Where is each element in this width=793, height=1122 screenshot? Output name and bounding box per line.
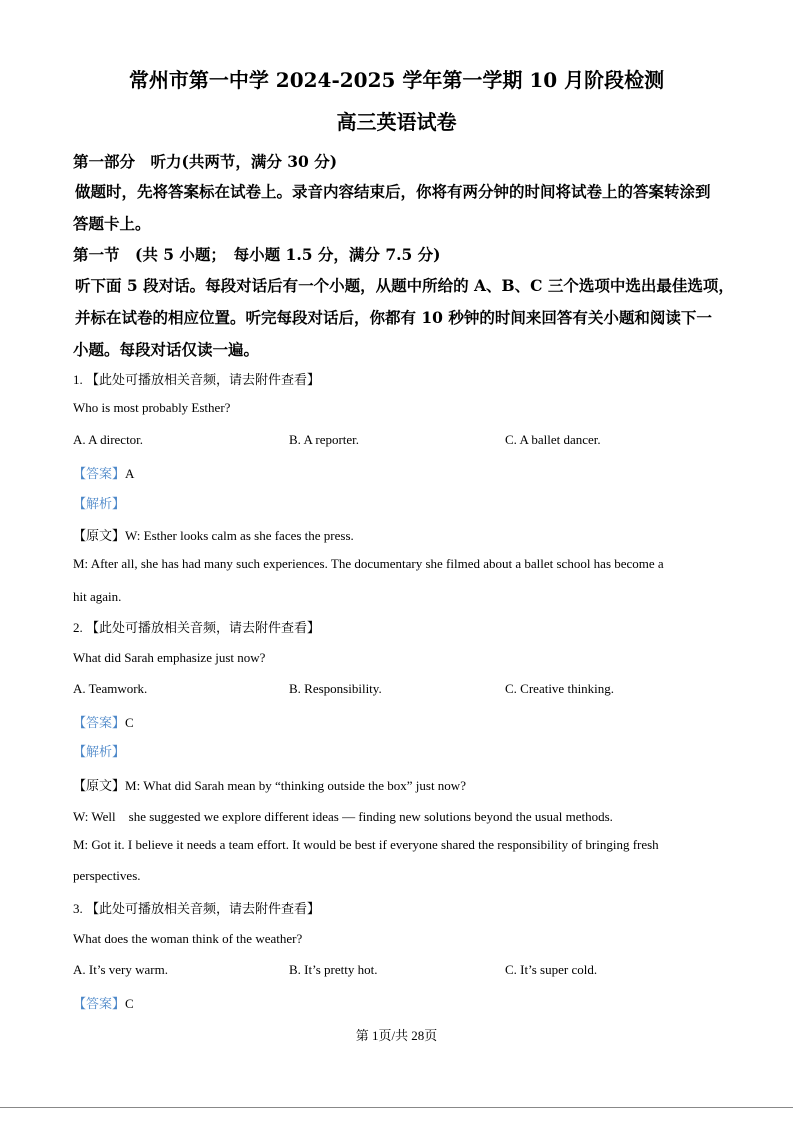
- question-2-script-line-4: perspectives.: [73, 868, 141, 883]
- question-1-script-line-2: M: After all, she has had many such experiences. The documentary she filmed about a ballet school has become a: [73, 556, 664, 571]
- question-1-option-a: A. A director.: [73, 432, 144, 447]
- question-2-script-line-1: [73, 775, 466, 794]
- part1-instruction-line-1: 做题时，先将答案标在试卷上。录音内容结束后，你将有两分钟的时间将试卷上的答案转涂到: [75, 182, 711, 201]
- question-1-option-c: C. A ballet dancer.: [505, 432, 601, 447]
- question-1-text: Who is most probably Esther?: [73, 400, 231, 415]
- exam-title: 常州市第一中学 2024-2025 学年第一学期 10 月阶段检测: [128, 68, 665, 92]
- answer-value: C: [125, 996, 134, 1011]
- question-2-option-c: C. Creative thinking.: [505, 681, 615, 696]
- question-2-script-line-2: W: Well she suggested we explore different ideas — finding new solutions beyond the usual methods.: [73, 809, 613, 824]
- question-1-script-line-1: [73, 525, 354, 544]
- section1-instruction-line-1: 听下面 5 段对话。每段对话后有一个小题，从题中所给的 A、B、C 三个选项中选出最佳选项，: [75, 276, 734, 295]
- answer-value: C: [125, 715, 134, 730]
- question-1-stem[interactable]: 1. 【此处可播放相关音频，请去附件查看】: [73, 372, 321, 387]
- question-3-stem[interactable]: 3. 【此处可播放相关音频，请去附件查看】: [73, 901, 321, 916]
- script-label: 【原文】: [73, 778, 126, 793]
- question-1-answer: [73, 463, 134, 482]
- answer-label: 【答案】: [73, 466, 126, 481]
- question-2-stem[interactable]: 2. 【此处可播放相关音频，请去附件查看】: [73, 620, 321, 635]
- question-2-script-line-3: M: Got it. I believe it needs a team effort. It would be best if everyone shared the responsibility of bringing fresh: [73, 837, 659, 852]
- part1-instruction-line-2: 答题卡上。: [73, 214, 151, 233]
- section1-instruction-line-3: 小题。每段对话仅读一遍。: [73, 340, 260, 359]
- question-2-answer: [73, 712, 134, 731]
- question-3-answer: [73, 993, 134, 1012]
- question-1-script-line-3: hit again.: [73, 589, 122, 604]
- section1-instruction-line-2: 并标在试卷的相应位置。听完每段对话后，你都有 10 秒钟的时间来回答有关小题和阅读下一: [75, 308, 712, 327]
- question-3-option-b: B. It’s pretty hot.: [289, 962, 378, 977]
- script-text: M: What did Sarah mean by “thinking outside the box” just now?: [125, 778, 466, 793]
- question-3-option-c: C. It’s super cold.: [505, 962, 598, 977]
- question-3-text: What does the woman think of the weather?: [73, 931, 303, 946]
- question-1-analysis-label: 【解析】: [73, 496, 126, 511]
- answer-value: A: [125, 466, 135, 481]
- question-2-option-a: A. Teamwork.: [73, 681, 148, 696]
- script-label: 【原文】: [73, 528, 126, 543]
- question-1-option-b: B. A reporter.: [289, 432, 360, 447]
- section1-heading: 第一节 (共 5 小题； 每小题 1.5 分，满分 7.5 分): [73, 245, 441, 264]
- exam-subtitle: 高三英语试卷: [336, 110, 457, 134]
- question-2-analysis-label: 【解析】: [73, 744, 126, 759]
- question-3-option-a: A. It’s very warm.: [73, 962, 168, 977]
- question-2-option-b: B. Responsibility.: [289, 681, 382, 696]
- script-text: W: Esther looks calm as she faces the press.: [125, 528, 354, 543]
- page-bottom-divider: [0, 1107, 793, 1108]
- page-number: 第 1页/共 28页: [355, 1028, 438, 1043]
- part1-heading: 第一部分 听力(共两节，满分 30 分): [73, 152, 338, 171]
- answer-label: 【答案】: [73, 715, 126, 730]
- answer-label: 【答案】: [73, 996, 126, 1011]
- question-2-text: What did Sarah emphasize just now?: [73, 650, 266, 665]
